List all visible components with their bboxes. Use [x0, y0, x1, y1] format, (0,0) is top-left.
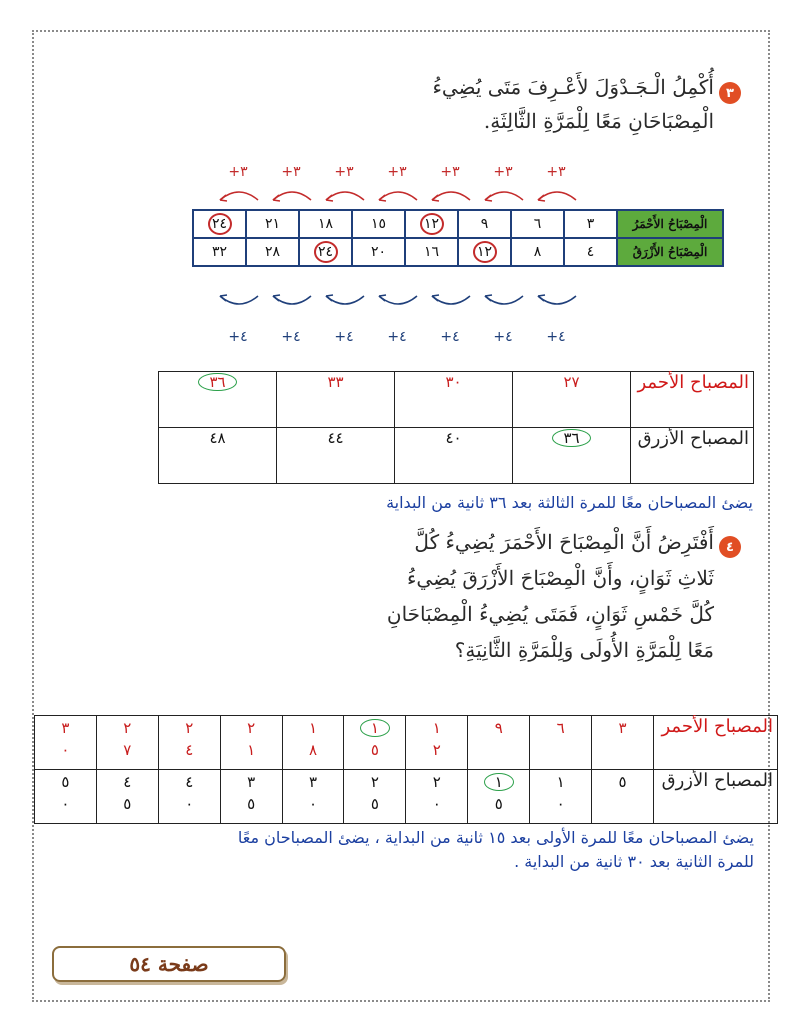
s2-red-digit-top: ٩	[494, 719, 503, 737]
s1-blue-cell	[159, 428, 277, 484]
book-red-cell	[405, 210, 458, 238]
s1-red-value: ٣٠	[445, 373, 462, 391]
s2-red-digit-bottom: ٤	[185, 741, 194, 759]
s2-blue-digit-top: ١	[556, 773, 565, 791]
s1-blue-value: ٤٠	[445, 429, 462, 447]
s1-red-cell	[513, 372, 631, 428]
step-label: +٣	[546, 164, 566, 180]
s2-blue-cell	[35, 770, 97, 824]
s1-red-value: ٢٧	[563, 373, 580, 391]
step-label: +٣	[334, 164, 354, 180]
step-arrow-head	[273, 195, 280, 201]
book-blue-value: ٣٢	[211, 244, 228, 260]
book-blue-cell	[564, 238, 617, 266]
page-number-label: صفحة ٥٤	[129, 952, 209, 976]
question-4-marker	[719, 536, 741, 558]
book-red-label: الْمِصْبَاحُ الأَحْمَرُ	[617, 210, 723, 238]
s2-blue-digit-top: ٥	[618, 773, 627, 791]
step-arrow-head	[538, 195, 545, 201]
answer-1: يضئ المصباحان معًا للمرة الثالثة بعد ٣٦ ثانية من البداية	[386, 493, 753, 512]
s2-blue-digit-bottom: ٠	[432, 795, 441, 813]
step-arrow-head	[538, 295, 545, 301]
s2-red-digit-top: ٣	[61, 719, 70, 737]
question-3-marker	[719, 82, 741, 104]
s2-blue-digit-bottom: ٥	[494, 795, 503, 813]
book-table-red-row	[193, 210, 723, 238]
s2-blue-digit-bottom: ٥	[247, 795, 256, 813]
step-label: +٣	[387, 164, 407, 180]
s2-red-cell	[282, 716, 344, 770]
step-arrow-head	[379, 295, 386, 301]
s2-red-cell	[468, 716, 530, 770]
student-table-2	[34, 715, 778, 824]
step-arrow-head	[485, 195, 492, 201]
s1-red-value: ٣٦	[198, 373, 236, 391]
question-4-line-2: ثَلاثِ ثَوَانٍ، وأَنَّ الْمِصْبَاحَ الأَزْرَقَ يُضِيءُ	[407, 566, 714, 590]
step-label: +٤	[334, 329, 354, 345]
book-blue-value: ٢٠	[370, 244, 387, 260]
page-number-tag	[52, 946, 286, 982]
s2-red-digit-bottom: ٠	[61, 741, 70, 759]
book-blue-value: ٤	[586, 244, 595, 260]
book-red-value: ٦	[533, 216, 542, 232]
question-3-line-2: الْمِصْبَاحَانِ مَعًا لِلْمَرَّةِ الثَّالِثَةِ.	[483, 109, 714, 133]
step-label: +٣	[440, 164, 460, 180]
book-blue-value: ٨	[533, 244, 542, 260]
book-blue-cell	[405, 238, 458, 266]
step-arrow-head	[432, 195, 439, 201]
book-blue-cell	[511, 238, 564, 266]
s2-red-cell	[220, 716, 282, 770]
book-red-cell	[352, 210, 405, 238]
s2-blue-cell	[158, 770, 220, 824]
book-red-cell	[564, 210, 617, 238]
s1-blue-value: ٣٦	[552, 429, 590, 447]
answer-2-line-2: للمرة الثانية بعد ٣٠ ثانية من البداية .	[514, 852, 754, 871]
book-blue-cell	[299, 238, 352, 266]
book-red-value: ٩	[480, 216, 489, 232]
step-label: +٣	[493, 164, 513, 180]
s2-red-cell	[158, 716, 220, 770]
step-label: +٤	[228, 329, 248, 345]
s1-blue-cell	[513, 428, 631, 484]
s2-blue-digit-top: ٤	[123, 773, 132, 791]
s2-red-cell	[406, 716, 468, 770]
s2-blue-digit-bottom: ٥	[370, 795, 379, 813]
book-blue-value: ١٦	[423, 244, 440, 260]
step-arrow-head	[485, 295, 492, 301]
step-label: +٤	[387, 329, 407, 345]
book-blue-cell	[193, 238, 246, 266]
student-table-2-blue-row	[35, 770, 778, 824]
blue-step-row	[206, 329, 626, 349]
s2-red-cell	[592, 716, 654, 770]
s2-red-digit-top: ١	[432, 719, 441, 737]
s1-red-cell	[395, 372, 513, 428]
s2-red-cell	[344, 716, 406, 770]
s1-red-cell	[159, 372, 277, 428]
s2-red-digit-top: ٢	[123, 719, 132, 737]
book-red-value: ١٢	[420, 213, 444, 235]
s2-blue-digit-bottom: ٠	[556, 795, 565, 813]
s2-blue-digit-bottom: ٥	[123, 795, 132, 813]
book-lamp-table	[192, 209, 724, 267]
s2-blue-cell	[96, 770, 158, 824]
s2-red-cell	[530, 716, 592, 770]
s1-red-label: المصباح الأحمر	[631, 372, 754, 428]
s1-red-value: ٣٣	[327, 373, 344, 391]
student-table-1-blue-row	[159, 428, 754, 484]
question-3-number: ٣	[726, 85, 734, 101]
s2-blue-digit-bottom: ٠	[61, 795, 70, 813]
step-label: +٤	[546, 329, 566, 345]
s1-red-cell	[277, 372, 395, 428]
book-red-value: ٢١	[264, 216, 281, 232]
question-3-text	[194, 70, 714, 138]
step-label: +٤	[493, 329, 513, 345]
s2-blue-digit-top: ١	[484, 773, 514, 791]
book-red-cell	[299, 210, 352, 238]
book-red-cell	[193, 210, 246, 238]
book-blue-cell	[458, 238, 511, 266]
book-blue-cell	[246, 238, 299, 266]
s2-blue-cell	[220, 770, 282, 824]
s2-red-digit-bottom: ٥	[370, 741, 379, 759]
s2-blue-digit-top: ٣	[308, 773, 318, 791]
question-4-number: ٤	[726, 539, 734, 555]
s2-blue-cell	[530, 770, 592, 824]
s2-blue-cell	[406, 770, 468, 824]
step-label: +٣	[281, 164, 301, 180]
s2-blue-digit-top: ٤	[185, 773, 194, 791]
s2-blue-cell	[282, 770, 344, 824]
book-red-cell	[511, 210, 564, 238]
s2-red-digit-bottom: ١	[247, 741, 256, 759]
s2-blue-digit-bottom: ٠	[185, 795, 194, 813]
book-red-value: ١٥	[370, 216, 387, 232]
s2-red-digit-bottom: ٧	[123, 741, 132, 759]
s1-blue-value: ٤٨	[209, 429, 226, 447]
book-red-value: ١٨	[317, 216, 334, 232]
s2-red-digit-top: ٢	[185, 719, 194, 737]
book-red-cell	[458, 210, 511, 238]
s2-red-cell	[96, 716, 158, 770]
book-blue-cell	[352, 238, 405, 266]
step-arrow-head	[220, 295, 227, 301]
s2-red-cell	[35, 716, 97, 770]
step-arrow-head	[273, 295, 280, 301]
s2-red-digit-top: ٣	[618, 719, 627, 737]
question-3-line-1: أُكْمِلُ الْـجَـدْوَلَ لأَعْـرِفَ مَتَى يُضِيءُ	[432, 75, 714, 99]
step-label: +٤	[440, 329, 460, 345]
step-arrow-head	[220, 195, 227, 201]
answer-2	[34, 826, 754, 874]
blue-step-arrows	[206, 290, 626, 314]
red-step-arrows	[206, 182, 626, 206]
book-blue-value: ٢٨	[264, 244, 281, 260]
s2-blue-cell	[468, 770, 530, 824]
step-arrow-head	[432, 295, 439, 301]
s2-red-digit-bottom: ٢	[432, 741, 441, 759]
s2-blue-digit-bottom: ٠	[308, 795, 318, 813]
book-table-blue-row	[193, 238, 723, 266]
book-blue-value: ٢٤	[314, 241, 338, 263]
step-arrow-head	[379, 195, 386, 201]
student-table-1	[158, 371, 754, 484]
red-step-row	[206, 164, 626, 184]
step-arrow-head	[326, 295, 333, 301]
student-table-2-red-row	[35, 716, 778, 770]
book-red-value: ٢٤	[208, 213, 232, 235]
s2-red-digit-top: ٦	[556, 719, 565, 737]
question-4-line-4: مَعًا لِلْمَرَّةِ الأُولَى وَلِلْمَرَّةِ الثَّانِيَةِ؟	[454, 638, 714, 662]
book-blue-label: الْمِصْبَاحُ الأَزْرَقُ	[617, 238, 723, 266]
s2-red-digit-top: ١	[308, 719, 318, 737]
book-red-cell	[246, 210, 299, 238]
s1-blue-cell	[277, 428, 395, 484]
s2-blue-digit-top: ٥	[61, 773, 70, 791]
s2-blue-digit-top: ٣	[247, 773, 256, 791]
step-label: +٣	[228, 164, 248, 180]
s2-red-digit-bottom: ٨	[308, 741, 318, 759]
s1-blue-value: ٤٤	[327, 429, 344, 447]
s1-blue-cell	[395, 428, 513, 484]
answer-2-line-1: يضئ المصباحان معًا للمرة الأولى بعد ١٥ ثانية من البداية ، يضئ المصباحان معًا	[237, 828, 754, 847]
book-blue-value: ١٢	[473, 241, 497, 263]
step-arrow-head	[326, 195, 333, 201]
s2-red-label: المصباح الأحمر	[654, 716, 778, 770]
book-red-value: ٣	[586, 216, 595, 232]
student-table-1-red-row	[159, 372, 754, 428]
s2-blue-digit-top: ٢	[432, 773, 441, 791]
s2-red-digit-top: ٢	[247, 719, 256, 737]
question-4-line-3: كُلَّ خَمْسِ ثَوَانٍ، فَمَتَى يُضِيءُ الْمِصْبَاحَانِ	[386, 602, 714, 626]
question-4-line-1: أَفْتَرِضُ أَنَّ الْمِصْبَاحَ الأَحْمَرَ يُضِيءُ كُلَّ	[414, 530, 714, 554]
s1-blue-label: المصباح الأزرق	[631, 428, 754, 484]
s2-blue-label: المصباح الأزرق	[654, 770, 778, 824]
s2-blue-cell	[344, 770, 406, 824]
question-4-text	[194, 524, 714, 668]
s2-blue-digit-top: ٢	[370, 773, 379, 791]
s2-red-digit-top: ١	[360, 719, 390, 737]
s2-blue-cell	[592, 770, 654, 824]
step-label: +٤	[281, 329, 301, 345]
